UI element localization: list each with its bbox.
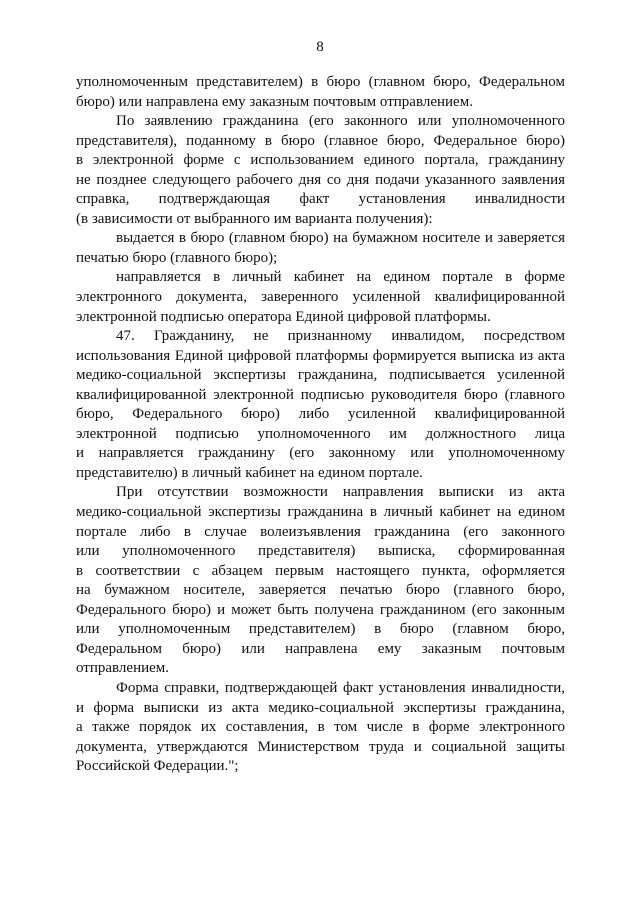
text-line: бюро, Федерального бюро) либо усиленной квалифицированной: [76, 406, 565, 423]
text-line: портале либо в случае волеизъявления гражданина (его законного: [76, 523, 565, 540]
text-line: направляется в личный кабинет на едином портале в форме: [116, 269, 565, 286]
paragraph: [76, 73, 565, 112]
text-line: и направляется гражданину (его законному или уполномоченному: [76, 445, 565, 462]
text-line: квалифицированной электронной подписью руководителя бюро (главного: [76, 386, 565, 403]
text-line: медико-социальной экспертизы гражданина в личный кабинет на едином: [76, 504, 565, 521]
text-line: электронной подписью оператора Единой цифровой платформы.: [76, 308, 491, 325]
text-line: По заявлению гражданина (его законного или уполномоченного: [116, 113, 565, 130]
text-line: в электронной форме с использованием единого портала, гражданину: [76, 152, 565, 169]
text-line: уполномоченным представителем) в бюро (главном бюро, Федеральном: [76, 74, 565, 90]
text-line: документа, утверждаются Министерством труда и социальной защиты: [76, 738, 565, 755]
document-body: [76, 73, 565, 777]
paragraph: [76, 229, 565, 268]
text-line: Федеральном бюро) или направлена ему заказным почтовым: [76, 640, 565, 657]
text-line: представителю) в личный кабинет на едином портале.: [76, 464, 423, 481]
text-line: а также порядок их составления, в том числе в форме электронного: [76, 719, 565, 736]
paragraph: [76, 268, 565, 327]
text-line: Российской Федерации.";: [76, 758, 239, 775]
text-line: печатью бюро (главного бюро);: [76, 249, 278, 266]
text-line: или уполномоченного представителя) выписка, сформированная: [76, 543, 565, 560]
page-number: 8: [316, 39, 324, 55]
text-line: и форма выписки из акта медико-социальной экспертизы гражданина,: [76, 699, 565, 716]
text-line: При отсутствии возможности направления выписки из акта: [116, 484, 565, 501]
text-line: Форма справки, подтверждающей факт установления инвалидности,: [116, 679, 565, 696]
text-line: электронной подписью уполномоченного им должностного лица: [76, 425, 565, 442]
text-line: на бумажном носителе, заверяется печатью бюро (главного бюро,: [76, 582, 565, 599]
paragraph: [76, 483, 565, 678]
text-line: не позднее следующего рабочего дня со дня подачи указанного заявления: [76, 171, 565, 188]
text-line: 47. Гражданину, не признанному инвалидом, посредством: [116, 328, 565, 345]
text-line: отправлением.: [76, 660, 170, 677]
text-line: в соответствии с абзацем первым настоящего пункта, оформляется: [76, 562, 565, 579]
paragraph: [76, 112, 565, 229]
text-line: (в зависимости от выбранного им варианта получения):: [76, 210, 433, 227]
text-line: электронного документа, заверенного усиленной квалифицированной: [76, 289, 565, 306]
text-line: бюро) или направлена ему заказным почтовым отправлением.: [76, 93, 473, 110]
text-line: справка, подтверждающая факт установления инвалидности: [76, 191, 565, 208]
text-line: использования Единой цифровой платформы формируется выписка из акта: [76, 347, 565, 364]
text-line: представителя), поданному в бюро (главное бюро, Федеральное бюро): [76, 132, 565, 149]
text-line: медико-социальной экспертизы гражданина, подписывается усиленной: [76, 367, 565, 384]
paragraph: [76, 679, 565, 777]
paragraph: [76, 327, 565, 483]
text-line: выдается в бюро (главном бюро) на бумажном носителе и заверяется: [116, 230, 565, 247]
text-line: или уполномоченным представителем) в бюро (главном бюро,: [76, 621, 565, 638]
text-line: Федерального бюро) и может быть получена гражданином (его законным: [76, 601, 565, 618]
